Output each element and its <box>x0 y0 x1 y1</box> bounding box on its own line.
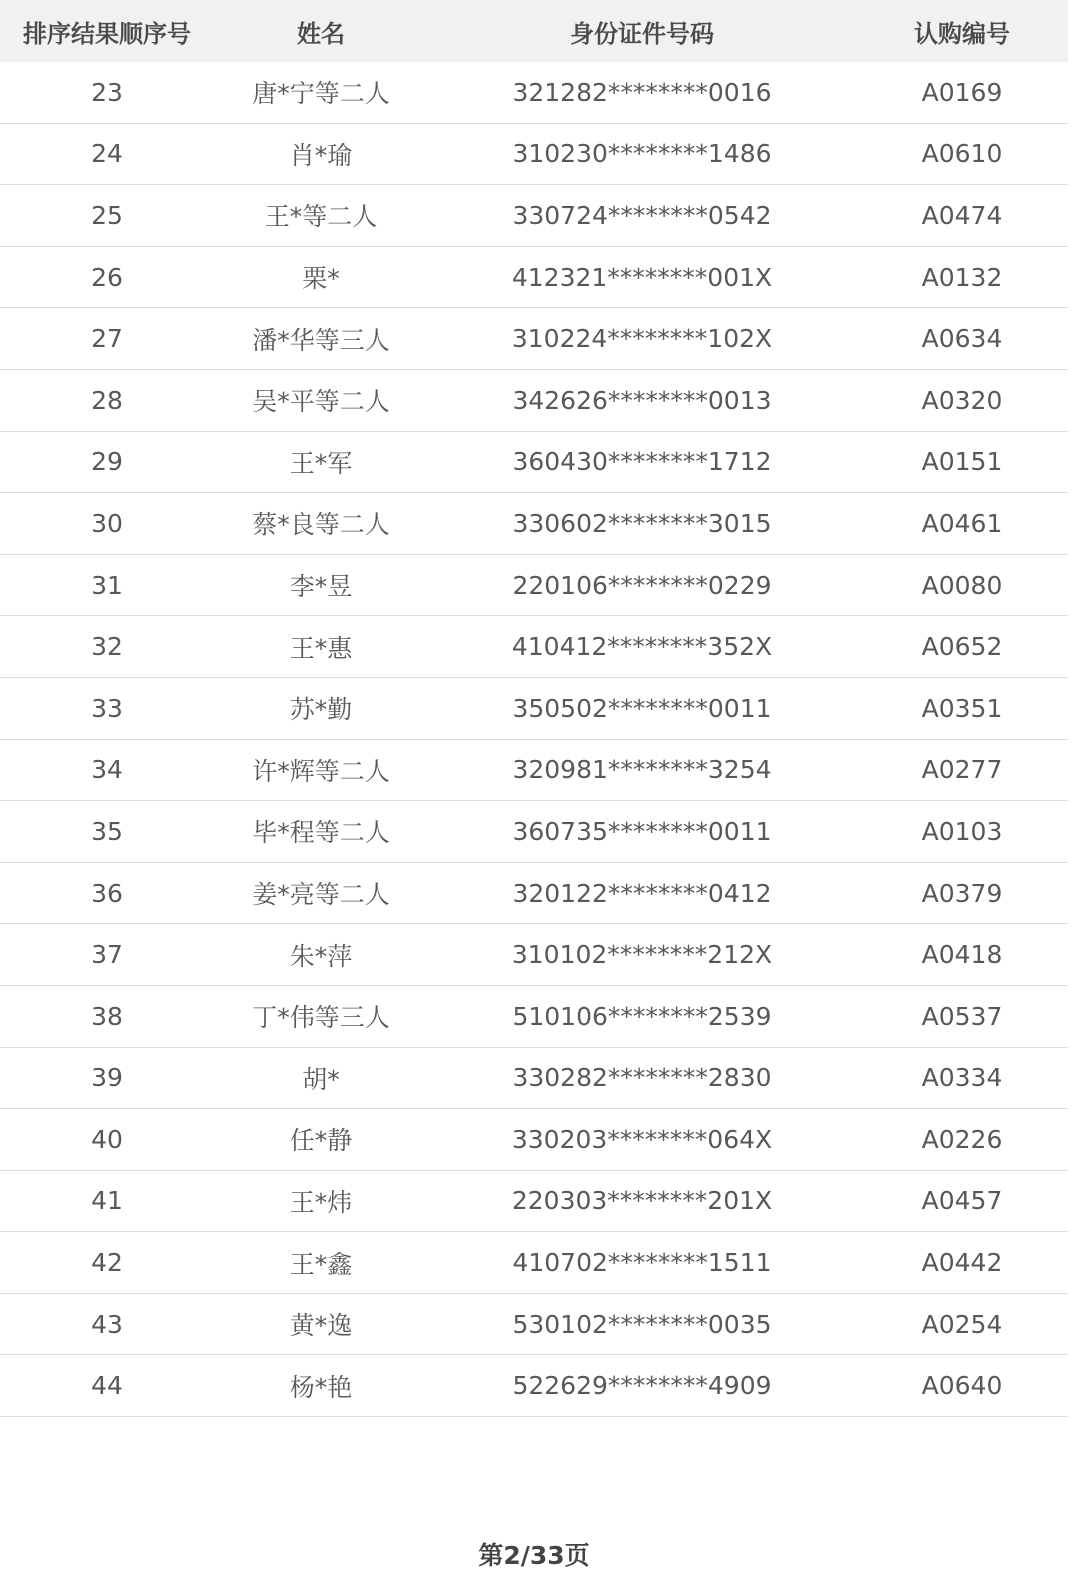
cell-sequence-number: 36 <box>91 878 123 908</box>
cell-name: 肖*瑜 <box>289 140 353 170</box>
cell-subscription-code: A0277 <box>921 755 1003 785</box>
cell-sequence-number: 30 <box>91 508 123 538</box>
cell-name: 王*鑫 <box>289 1249 353 1279</box>
cell-name: 胡* <box>302 1064 340 1094</box>
cell-name: 潘*华等三人 <box>252 325 390 355</box>
cell-name: 蔡*良等二人 <box>252 510 390 540</box>
cell-sequence-number: 38 <box>91 1001 123 1031</box>
header-id-number: 身份证件号码 <box>570 19 714 48</box>
cell-sequence-number: 31 <box>91 570 123 600</box>
cell-name: 任*静 <box>289 1126 353 1156</box>
cell-sequence-number: 37 <box>91 940 123 970</box>
cell-sequence-number: 34 <box>91 755 123 785</box>
table-row <box>0 1109 1068 1171</box>
cell-subscription-code: A0254 <box>921 1309 1003 1339</box>
header-name: 姓名 <box>297 19 345 48</box>
cell-sequence-number: 41 <box>91 1186 123 1216</box>
cell-id-number: 330203********064X <box>511 1124 773 1154</box>
page-indicator: 第2/33页 <box>478 1541 590 1570</box>
table-row <box>0 801 1068 863</box>
table-row <box>0 1355 1068 1417</box>
table-row <box>0 1232 1068 1294</box>
cell-subscription-code: A0610 <box>921 139 1003 169</box>
table-row <box>0 308 1068 370</box>
table-header <box>0 0 1068 62</box>
table-row <box>0 986 1068 1048</box>
cell-sequence-number: 33 <box>91 693 123 723</box>
cell-subscription-code: A0418 <box>921 940 1003 970</box>
cell-name: 吴*平等二人 <box>252 387 390 417</box>
cell-id-number: 360430********1712 <box>512 447 772 477</box>
cell-subscription-code: A0474 <box>921 200 1003 230</box>
cell-id-number: 310224********102X <box>511 324 773 354</box>
cell-id-number: 220106********0229 <box>512 570 772 600</box>
cell-subscription-code: A0457 <box>921 1186 1003 1216</box>
cell-sequence-number: 28 <box>91 385 123 415</box>
cell-name: 毕*程等二人 <box>252 818 390 848</box>
cell-sequence-number: 42 <box>91 1248 123 1278</box>
cell-sequence-number: 26 <box>91 262 123 292</box>
cell-subscription-code: A0080 <box>921 570 1003 600</box>
table-row <box>0 616 1068 678</box>
cell-subscription-code: A0169 <box>921 77 1003 107</box>
cell-id-number: 321282********0016 <box>512 77 772 107</box>
cell-name: 栗* <box>302 264 340 294</box>
cell-subscription-code: A0226 <box>921 1124 1003 1154</box>
cell-sequence-number: 44 <box>91 1371 123 1401</box>
cell-subscription-code: A0351 <box>921 693 1003 723</box>
cell-id-number: 350502********0011 <box>512 693 772 723</box>
cell-subscription-code: A0334 <box>921 1063 1003 1093</box>
cell-subscription-code: A0537 <box>921 1001 1003 1031</box>
cell-name: 唐*宁等二人 <box>252 79 390 109</box>
cell-id-number: 220303********201X <box>511 1186 773 1216</box>
cell-subscription-code: A0103 <box>921 816 1003 846</box>
table-row <box>0 555 1068 617</box>
cell-id-number: 330724********0542 <box>512 200 772 230</box>
cell-id-number: 412321********001X <box>511 262 773 292</box>
cell-name: 苏*勤 <box>289 695 353 725</box>
cell-id-number: 310230********1486 <box>512 139 772 169</box>
table-row <box>0 1048 1068 1110</box>
header-sequence-number: 排序结果顺序号 <box>23 19 191 48</box>
table-row <box>0 370 1068 432</box>
table-row <box>0 493 1068 555</box>
table-row <box>0 185 1068 247</box>
cell-id-number: 330602********3015 <box>512 508 772 538</box>
cell-subscription-code: A0461 <box>921 508 1003 538</box>
cell-name: 王*炜 <box>289 1187 353 1217</box>
cell-subscription-code: A0379 <box>921 878 1003 908</box>
cell-sequence-number: 27 <box>91 324 123 354</box>
cell-id-number: 342626********0013 <box>512 385 772 415</box>
cell-name: 姜*亮等二人 <box>252 880 390 910</box>
cell-name: 李*昱 <box>289 572 353 602</box>
cell-name: 许*辉等二人 <box>252 756 390 786</box>
cell-sequence-number: 40 <box>91 1124 123 1154</box>
table-row <box>0 740 1068 802</box>
table-row <box>0 1171 1068 1233</box>
cell-id-number: 330282********2830 <box>512 1063 772 1093</box>
cell-sequence-number: 39 <box>91 1063 123 1093</box>
cell-sequence-number: 23 <box>91 77 123 107</box>
cell-id-number: 320122********0412 <box>512 878 772 908</box>
table-body <box>0 62 1068 1417</box>
cell-sequence-number: 24 <box>91 139 123 169</box>
table-row <box>0 124 1068 186</box>
cell-subscription-code: A0634 <box>921 324 1003 354</box>
cell-sequence-number: 29 <box>91 447 123 477</box>
cell-subscription-code: A0442 <box>921 1248 1003 1278</box>
cell-id-number: 310102********212X <box>511 940 773 970</box>
cell-id-number: 410702********1511 <box>512 1248 772 1278</box>
cell-name: 丁*伟等三人 <box>252 1003 390 1033</box>
cell-subscription-code: A0151 <box>921 447 1003 477</box>
table-row <box>0 62 1068 124</box>
cell-name: 黄*逸 <box>289 1311 353 1341</box>
table-row <box>0 247 1068 309</box>
table-row <box>0 678 1068 740</box>
header-subscription-code: 认购编号 <box>914 19 1010 48</box>
cell-sequence-number: 35 <box>91 816 123 846</box>
cell-name: 王*惠 <box>289 633 353 663</box>
cell-name: 杨*艳 <box>289 1372 353 1402</box>
cell-id-number: 510106********2539 <box>512 1001 772 1031</box>
cell-sequence-number: 43 <box>91 1309 123 1339</box>
table-row <box>0 863 1068 925</box>
cell-id-number: 410412********352X <box>511 632 773 662</box>
cell-name: 朱*萍 <box>289 941 353 971</box>
cell-id-number: 320981********3254 <box>512 755 772 785</box>
cell-name: 王*军 <box>289 448 353 478</box>
cell-sequence-number: 32 <box>91 632 123 662</box>
cell-subscription-code: A0132 <box>921 262 1003 292</box>
table-row <box>0 924 1068 986</box>
table-row <box>0 432 1068 494</box>
cell-name: 王*等二人 <box>264 202 378 232</box>
cell-id-number: 360735********0011 <box>512 816 772 846</box>
cell-id-number: 530102********0035 <box>512 1309 772 1339</box>
table-row <box>0 1294 1068 1356</box>
cell-subscription-code: A0640 <box>921 1371 1003 1401</box>
cell-subscription-code: A0652 <box>921 632 1003 662</box>
cell-sequence-number: 25 <box>91 200 123 230</box>
cell-id-number: 522629********4909 <box>512 1371 772 1401</box>
cell-subscription-code: A0320 <box>921 385 1003 415</box>
